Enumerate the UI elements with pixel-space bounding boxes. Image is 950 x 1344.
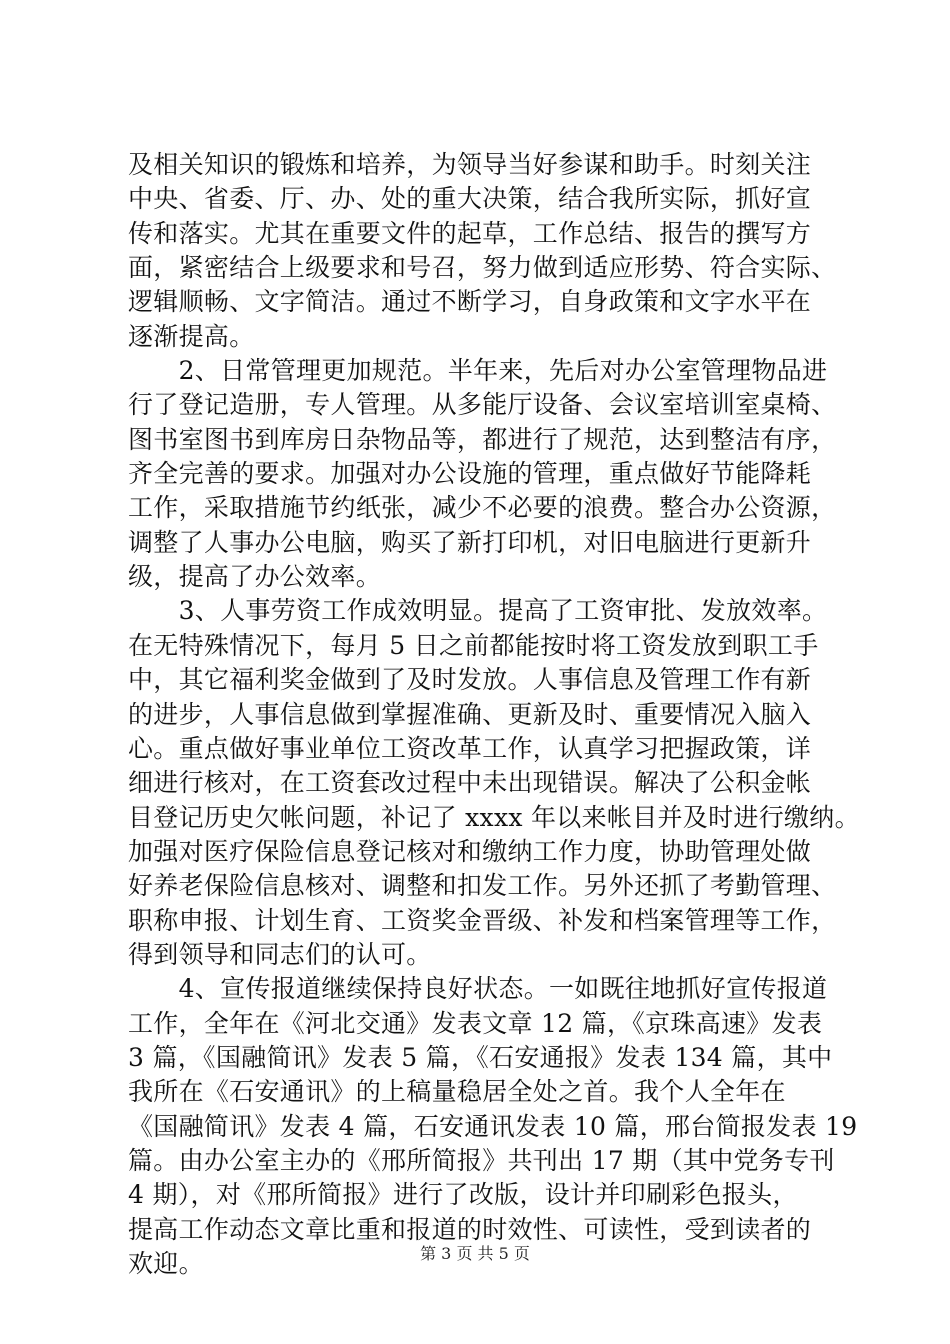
document-body [128,148,860,1281]
text-line: 我所在《石安通讯》的上稿量稳居全处之首。我个人全年在 [128,1077,786,1107]
text-line: 心。重点做好事业单位工资改革工作，认真学习把握政策，详 [128,733,812,763]
text-line: 级，提高了办公效率。 [128,562,382,592]
text-line: 调整了人事办公电脑，购买了新打印机，对旧电脑进行更新升 [128,527,812,557]
text-line: 加强对医疗保险信息登记核对和缴纳工作力度，协助管理处做 [128,836,812,866]
text-line: 《国融简讯》发表 4 篇，石安通讯发表 10 篇，邢台简报发表 19 [128,1111,858,1141]
text-line: 逻辑顺畅、文字简洁。通过不断学习，自身政策和文字水平在 [128,287,812,317]
text-line: 好养老保险信息核对、调整和扣发工作。另外还抓了考勤管理、 [128,871,837,901]
text-line: 细进行核对，在工资套改过程中未出现错误。解决了公积金帐 [128,768,812,798]
text-line: 得到领导和同志们的认可。 [128,939,432,969]
text-line: 篇。由办公室主办的《邢所简报》共刊出 17 期（其中党务专刊 [128,1145,835,1175]
text-line: 的进步，人事信息做到掌握准确、更新及时、重要情况入脑入 [128,699,812,729]
text-line: 3、人事劳资工作成效明显。提高了工资审批、发放效率。 [128,596,828,626]
text-line: 及相关知识的锻炼和培养，为领导当好参谋和助手。时刻关注 [128,150,812,179]
text-line: 中央、省委、厅、办、处的重大决策，结合我所实际，抓好宣 [128,184,812,214]
text-line: 面，紧密结合上级要求和号召，努力做到适应形势、符合实际、 [128,253,837,283]
text-line: 行了登记造册，专人管理。从多能厅设备、会议室培训室桌椅、 [128,390,837,420]
text-line: 齐全完善的要求。加强对办公设施的管理，重点做好节能降耗 [128,459,812,489]
text-line: 欢迎。 [128,1249,204,1278]
text-line: 2、日常管理更加规范。半年来，先后对办公室管理物品进 [128,356,828,386]
text-line: 逐渐提高。 [128,321,255,351]
text-line: 工作，采取措施节约纸张，减少不必要的浪费。整合办公资源， [128,493,837,523]
text-line: 传和落实。尤其在重要文件的起草，工作总结、报告的撰写方 [128,218,812,248]
text-line: 提高工作动态文章比重和报道的时效性、可读性，受到读者的 [128,1214,812,1244]
text-line: 3 篇，《国融简讯》发表 5 篇，《石安通报》发表 134 篇，其中 [128,1042,833,1072]
text-line: 职称申报、计划生育、工资奖金晋级、补发和档案管理等工作， [128,905,837,935]
text-line: 图书室图书到库房日杂物品等，都进行了规范，达到整洁有序， [128,424,837,454]
text-line: 4、宣传报道继续保持良好状态。一如既往地抓好宣传报道 [128,974,828,1004]
text-line: 工作，全年在《河北交通》发表文章 12 篇，《京珠高速》发表 [128,1008,823,1038]
text-line: 4 期），对《邢所简报》进行了改版，设计并印刷彩色报头， [128,1180,798,1210]
text-line: 在无特殊情况下，每月 5 日之前都能按时将工资发放到职工手 [128,630,819,660]
page-footer: 第 3 页 共 5 页 [420,1244,530,1263]
text-line: 中，其它福利奖金做到了及时发放。人事信息及管理工作有新 [128,665,812,695]
text-line: 目登记历史欠帐问题，补记了 xxxx 年以来帐目并及时进行缴纳。 [128,802,860,832]
